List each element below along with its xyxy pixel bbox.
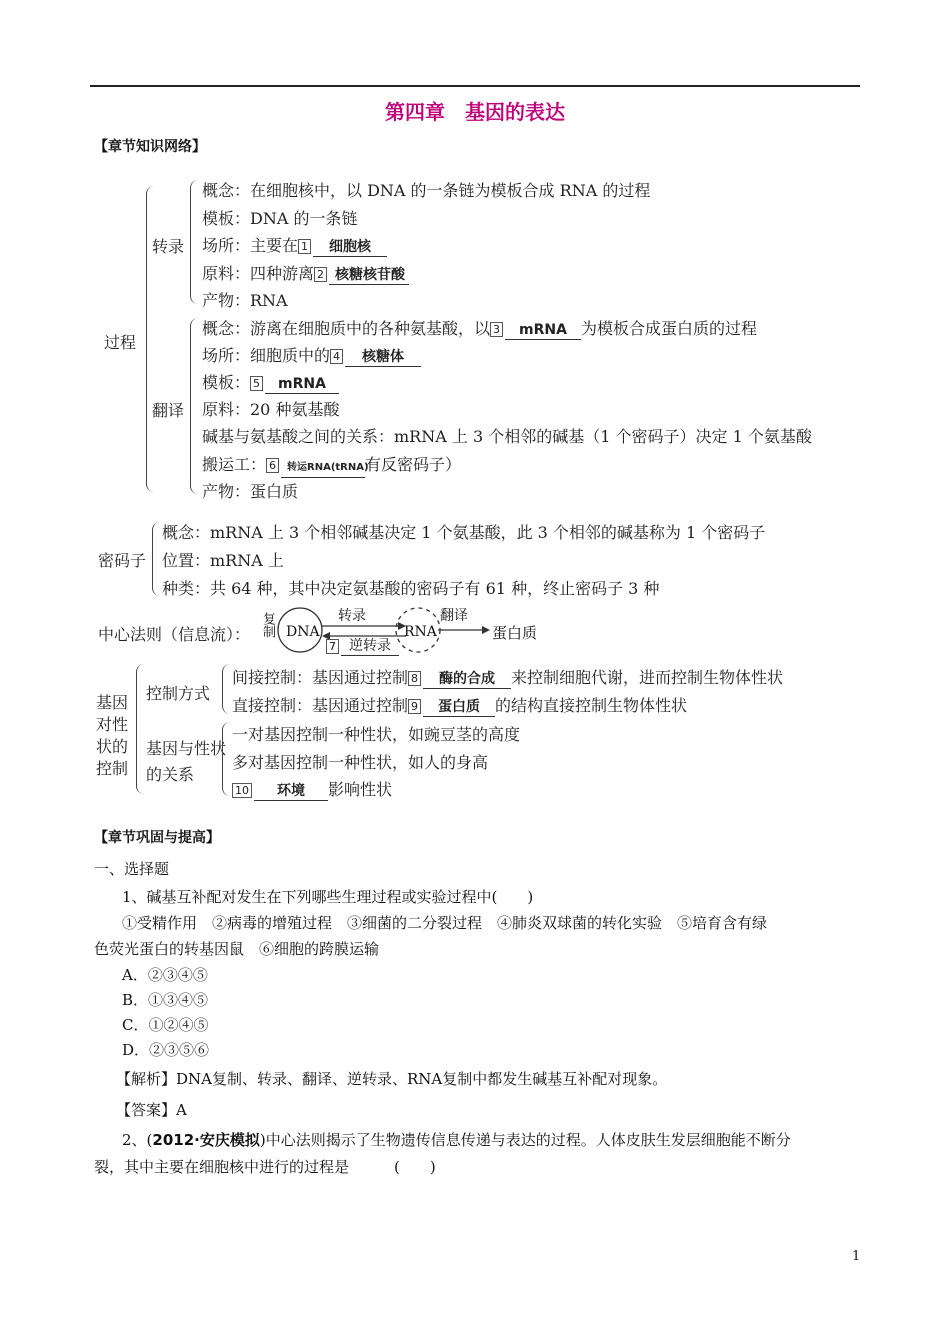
transcription-site: 场所：主要在 1 细胞核 xyxy=(202,233,387,257)
q2-line1: 2、(2012·安庆模拟)中心法则揭示了生物遗传信息传递与表达的过程。人体皮肤生发层细胞能不断分 xyxy=(122,1131,791,1149)
answer-10: 环境 xyxy=(254,782,328,801)
base-amino-relation: 碱基与氨基酸之间的关系：mRNA 上 3 个相邻的碱基（1 个密码子）决定 1 个氨基酸 xyxy=(202,427,812,446)
translation-brace xyxy=(190,318,199,494)
gene-trait-relation-label: 基因与性状的关系 xyxy=(146,739,227,784)
gene-control-brace xyxy=(136,664,145,794)
answer-5: mRNA xyxy=(265,375,339,394)
answer-2: 核糖核苷酸 xyxy=(329,266,409,285)
q1-items-line1: ①受精作用 ②病毒的增殖过程 ③细菌的二分裂过程 ④肺炎双球菌的转化实验 ⑤培育含有绿 xyxy=(122,914,768,932)
chapter-title: 第四章 基因的表达 xyxy=(385,100,565,124)
arrow-transcription-label: 转录 xyxy=(338,608,366,624)
codon-types: 种类：共 64 种，其中决定氨基酸的密码子有 61 种，终止密码子 3 种 xyxy=(162,579,660,598)
transcription-concept: 概念：在细胞核中，以 DNA 的一条链为模板合成 RNA 的过程 xyxy=(202,181,651,200)
translation-template: 模板： 5 mRNA xyxy=(202,370,339,394)
codon-concept: 概念：mRNA 上 3 个相邻碱基决定 1 个氨基酸，此 3 个相邻的碱基称为 1 个密码子 xyxy=(162,523,766,542)
answer-4: 核糖体 xyxy=(345,348,421,367)
section-exercises: 【章节巩固与提高】 xyxy=(94,830,220,846)
answer-3: mRNA xyxy=(505,321,581,340)
q1-answer: 【答案】A xyxy=(116,1101,187,1119)
codon-label: 密码子 xyxy=(98,551,147,570)
relation-multi-gene: 多对基因控制一种性状，如人的身高 xyxy=(232,753,489,772)
transcription-material: 原料：四种游离 2 核糖核苷酸 xyxy=(202,261,409,285)
arrow-translation-label: 翻译 xyxy=(440,608,468,624)
q2-source: 2012·安庆模拟 xyxy=(152,1131,260,1149)
transcription-template: 模板：DNA 的一条链 xyxy=(202,209,358,228)
transcription-brace xyxy=(190,180,199,304)
q1-analysis: 【解析】DNA复制、转录、翻译、逆转录、RNA复制中都发生碱基互补配对现象。 xyxy=(116,1070,668,1088)
answer-6: 转运RNA(tRNA) xyxy=(281,459,365,478)
relation-brace xyxy=(222,722,231,796)
indirect-control: 间接控制：基因通过控制 8 酶的合成 来控制细胞代谢，进而控制生物体性状 xyxy=(232,668,784,687)
translation-concept: 概念：游离在细胞质中的各种氨基酸，以 3 mRNA 为模板合成蛋白质的过程 xyxy=(202,319,758,338)
top-rule xyxy=(90,85,860,87)
direct-control: 直接控制：基因通过控制 9 蛋白质 的结构直接控制生物体性状 xyxy=(232,696,688,715)
codon-brace xyxy=(152,522,161,596)
translation-site: 场所：细胞质中的 4 核糖体 xyxy=(202,343,421,367)
answer-1: 细胞核 xyxy=(313,238,387,257)
replication-label: 复制 xyxy=(260,612,275,638)
protein-node: 蛋白质 xyxy=(492,624,538,642)
gene-control-label: 基因对性状的控制 xyxy=(96,693,129,778)
transcription-label: 转录 xyxy=(152,237,185,256)
control-mode-brace xyxy=(222,664,231,714)
relation-one-gene: 一对基因控制一种性状，如豌豆茎的高度 xyxy=(232,725,521,744)
answer-9: 蛋白质 xyxy=(423,698,495,717)
q1-option-d: D．②③⑤⑥ xyxy=(122,1041,210,1059)
q1-option-b: B．①③④⑤ xyxy=(122,991,209,1009)
translation-carrier: 搬运工： 6 转运RNA(tRNA)有反密码子） xyxy=(202,452,461,478)
central-dogma-label: 中心法则（信息流）： xyxy=(98,625,251,644)
dna-node: DNA xyxy=(286,624,320,640)
codon-position: 位置：mRNA 上 xyxy=(162,551,284,570)
q1-option-a: A．②③④⑤ xyxy=(122,966,208,984)
q1-option-c: C．①②④⑤ xyxy=(122,1016,209,1034)
part-one-heading: 一、选择题 xyxy=(94,860,170,878)
answer-7: 逆转录 xyxy=(341,637,399,656)
section-knowledge-network: 【章节知识网络】 xyxy=(94,139,206,155)
translation-product: 产物：蛋白质 xyxy=(202,482,299,501)
relation-environment: 10 环境 影响性状 xyxy=(232,777,392,801)
page-number: 1 xyxy=(852,1249,861,1264)
rna-node: RNA xyxy=(404,624,437,640)
q1-stem: 1、碱基互补配对发生在下列哪些生理过程或实验过程中( ) xyxy=(122,888,534,906)
reverse-transcription: 7 逆转录 xyxy=(326,637,399,656)
answer-8: 酶的合成 xyxy=(423,670,511,689)
transcription-product: 产物：RNA xyxy=(202,291,288,310)
control-mode-label: 控制方式 xyxy=(146,684,211,703)
q2-line2: 裂，其中主要在细胞核中进行的过程是 ( ) xyxy=(94,1158,436,1176)
translation-material: 原料：20 种氨基酸 xyxy=(202,400,340,419)
process-label: 过程 xyxy=(104,333,137,352)
q1-items-line2: 色荧光蛋白的转基因鼠 ⑥细胞的跨膜运输 xyxy=(94,940,380,958)
process-brace xyxy=(146,186,155,492)
translation-label: 翻译 xyxy=(152,401,185,420)
